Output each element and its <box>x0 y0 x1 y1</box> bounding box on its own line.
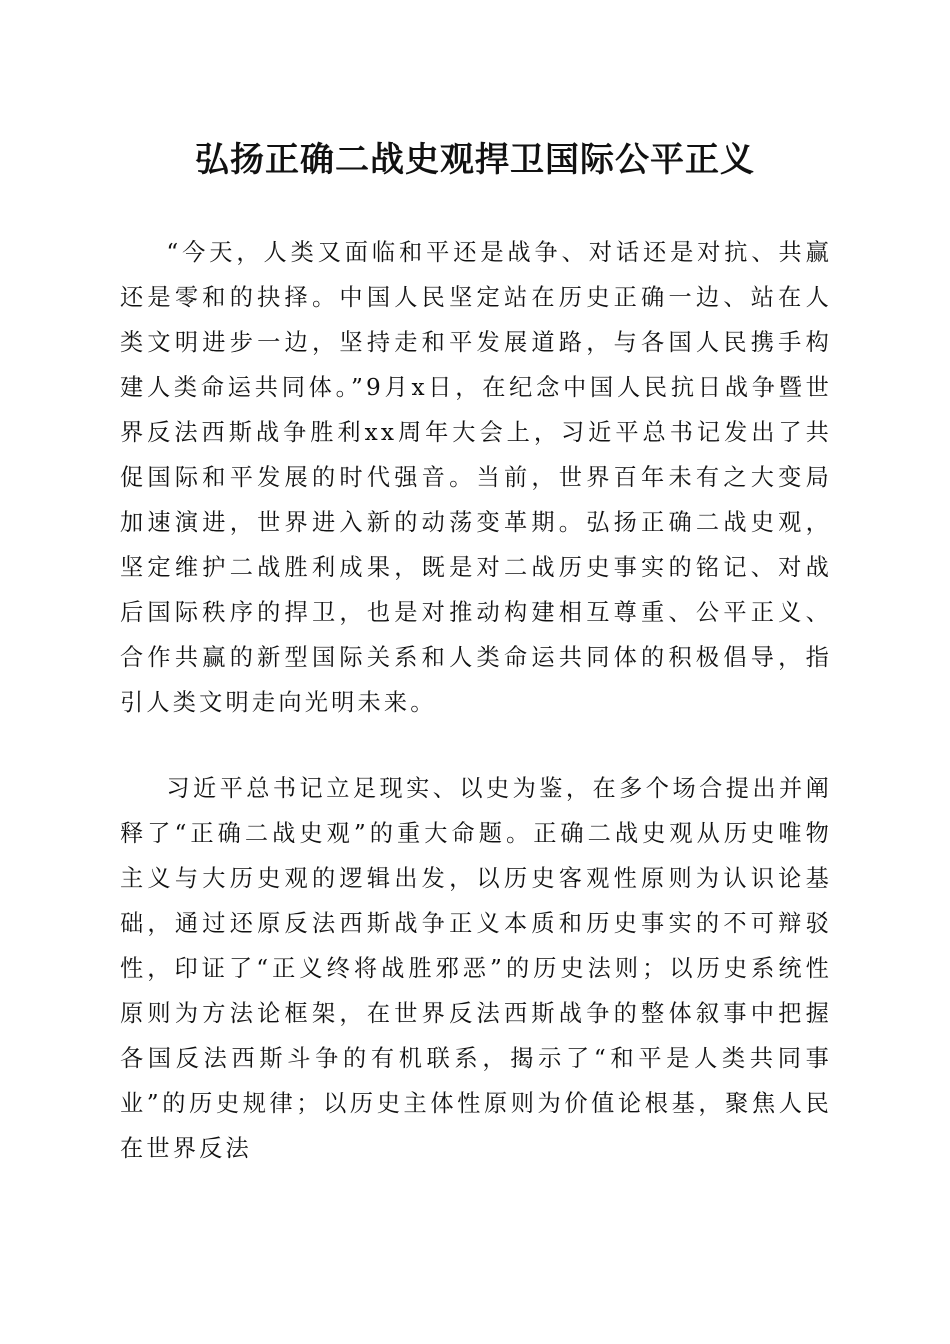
document-title: 弘扬正确二战史观捍卫国际公平正义 <box>195 140 755 180</box>
paragraph-2: 习近平总书记立足现实、以史为鉴，在多个场合提出并阐释了“正确二战史观”的重大命题。正确二战史观从历史唯物主义与大历史观的逻辑出发，以历史客观性原则为认识论基础，通过还原反法西斯战争正义本质和历史事实的不可辩驳性，印证了“正义终将战胜邪恶”的历史法则；以历史系统性原则为方法论框架，在世界反法西斯战争的整体叙事中把握各国反法西斯斗争的有机联系，揭示了“和平是人类共同事业”的历史规律；以历史主体性原则为价值论根基，聚焦人民在世界反法 <box>120 775 832 1162</box>
paragraph-1: “今天，人类又面临和平还是战争、对话还是对抗、共赢还是零和的抉择。中国人民坚定站在历史正确一边、站在人类文明进步一边，坚持走和平发展道路，与各国人民携手构建人类命运共同体。”9月x日，在纪念中国人民抗日战争暨世界反法西斯战争胜利xx周年大会上，习近平总书记发出了共促国际和平发展的时代强音。当前，世界百年未有之大变局加速演进，世界进入新的动荡变革期。弘扬正确二战史观，坚定维护二战胜利成果，既是对二战历史事实的铭记、对战后国际秩序的捍卫，也是对推动构建相互尊重、公平正义、合作共赢的新型国际关系和人类命运共同体的积极倡导，指引人类文明走向光明未来。 <box>120 239 832 716</box>
